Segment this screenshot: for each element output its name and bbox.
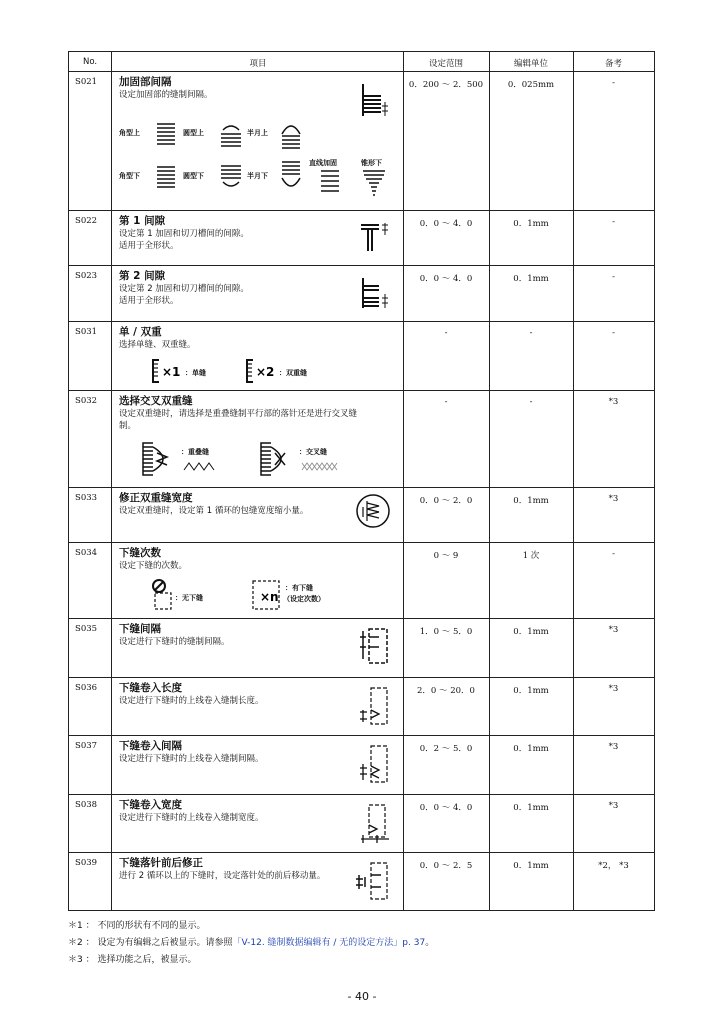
row-title: 选择交叉双重缝: [119, 395, 193, 407]
table-row: [69, 487, 654, 542]
row-desc: 设定第 1 加固和切刀槽间的间隙。: [119, 229, 249, 239]
single-stitch-mark: ×1: [162, 365, 181, 379]
row-no: S034: [75, 548, 98, 558]
page-number: - 40 -: [347, 990, 377, 1003]
row-unit: 0．1mm: [513, 627, 549, 637]
option-sublabel: （设定次数）: [283, 595, 325, 603]
table-row: [69, 210, 654, 265]
option-label: ：交叉缝: [299, 448, 327, 456]
row-desc: 设定下缝的次数。: [119, 561, 188, 571]
row-range: 0．200 ～ 2．500: [408, 80, 484, 90]
row-range: 0．2 ～ 5．0: [419, 744, 473, 754]
row-range: 0．0 ～ 2．5: [419, 861, 473, 871]
row-no: S038: [75, 800, 98, 810]
row-title: 下缝卷入长度: [119, 682, 182, 694]
cross-stitch-icon: [257, 441, 297, 477]
table-row: [69, 677, 654, 735]
row-no: S022: [75, 216, 98, 226]
underlay-count-icon: [251, 579, 285, 611]
row-no: S021: [75, 77, 98, 87]
footnote-text-end: 。: [425, 938, 435, 948]
column-divider: [573, 52, 574, 910]
table-row: [69, 735, 654, 794]
option-label: ：双重缝: [279, 369, 307, 377]
first-gap-icon: [359, 221, 389, 253]
row-desc: 适用于全形状。: [119, 296, 179, 306]
row-note: -: [612, 328, 615, 338]
shape-label: 直线加固: [309, 159, 337, 167]
row-title: 下缝卷入间隔: [119, 740, 182, 752]
settings-table: [68, 51, 655, 911]
row-desc: 设定进行下缝时的上线卷入缝制间隔。: [119, 754, 264, 764]
row-title: 下缝间隔: [119, 623, 161, 635]
row-title: 第 2 间隙: [119, 270, 166, 282]
row-no: S031: [75, 327, 98, 337]
row-desc: 设定进行下缝时的缝制间隔。: [119, 637, 230, 647]
option-label: ：单缝: [185, 369, 206, 377]
row-unit: 0．1mm: [513, 219, 549, 229]
shape-label: 锥形下: [361, 159, 382, 167]
row-unit: 0．1mm: [513, 744, 549, 754]
overlap-stitch-icon: [139, 441, 179, 477]
footnote: [68, 954, 196, 966]
footnote-mark: ＊3: [68, 955, 83, 965]
footnote-text: ： 设定为有编辑之后被显示。请参照: [85, 938, 233, 948]
row-no: S032: [75, 396, 98, 406]
row-desc: 设定双重缝时，设定第 1 循环的包缝宽度缩小量。: [119, 506, 309, 516]
row-range: -: [444, 328, 448, 338]
footnote-mark: ＊2: [68, 938, 83, 948]
row-note: *3: [608, 742, 619, 752]
square-top-shape-icon: [155, 121, 177, 147]
no-underlay-icon: [151, 577, 175, 611]
row-range: 0．0 ～ 4．0: [419, 803, 473, 813]
shape-label: 半月上: [247, 129, 268, 137]
underlay-spacing-icon: [357, 625, 391, 667]
row-no: S037: [75, 741, 98, 751]
row-desc: 制。: [119, 421, 137, 431]
half-moon-bottom-shape-icon: [279, 158, 303, 194]
row-range: 0．0 ～ 2．0: [419, 496, 473, 506]
footnote: [68, 920, 205, 932]
table-row: [69, 852, 654, 910]
row-desc: 适用于全形状。: [119, 241, 179, 251]
row-title: 加固部间隔: [119, 76, 172, 88]
row-no: S039: [75, 858, 98, 868]
footnote-text: ： 选择功能之后，被显示。: [85, 955, 197, 965]
row-unit: -: [529, 328, 533, 338]
header-no: No.: [83, 57, 98, 67]
row-desc: 设定进行下缝时的上线卷入缝制宽度。: [119, 813, 264, 823]
column-divider: [489, 52, 490, 910]
header-range: 设定范围: [428, 59, 463, 69]
row-desc: 设定双重缝时，请选择是重叠缝制平行部的落针还是进行交叉缝: [119, 409, 358, 419]
row-unit: 1 次: [522, 551, 540, 561]
row-no: S036: [75, 683, 98, 693]
row-unit: 0．1mm: [513, 274, 549, 284]
row-desc: 设定进行下缝时的上线卷入缝制长度。: [119, 696, 264, 706]
column-divider: [403, 52, 404, 910]
header-unit: 编辑单位: [513, 59, 548, 69]
underlay-wind-spacing-icon: [359, 742, 393, 786]
row-range: 2．0 ～ 20．0: [417, 686, 475, 696]
row-note: -: [612, 217, 615, 227]
row-range: -: [444, 397, 448, 407]
shape-label: 半月下: [247, 172, 268, 180]
row-note: -: [612, 272, 615, 282]
row-no: S035: [75, 624, 98, 634]
footnote-reference-link[interactable]: 「V-12. 缝制数据编辑有 / 无的设定方法」p. 37: [232, 938, 426, 948]
column-divider: [111, 52, 112, 910]
table-row: [69, 542, 654, 618]
footnote-mark: ＊1: [68, 921, 83, 931]
row-title: 下缝落针前后修正: [119, 857, 203, 869]
double-width-correction-icon: [355, 493, 391, 529]
table-row: [69, 321, 654, 390]
footnote-text: ： 不同的形状有不同的显示。: [85, 921, 206, 931]
row-note: -: [612, 549, 615, 559]
needle-position-correction-icon: [355, 859, 393, 903]
footnote: [68, 937, 434, 949]
overlap-zigzag-icon: [183, 461, 217, 471]
option-label: ：有下缝: [285, 584, 313, 592]
row-note: *3: [608, 625, 619, 635]
underlay-count-mark: ×n: [260, 590, 279, 604]
cross-zigzag-icon: [301, 461, 341, 471]
row-no: S023: [75, 271, 98, 281]
option-label: ：无下缝: [175, 594, 203, 602]
row-note: *3: [608, 494, 619, 504]
row-title: 修正双重缝宽度: [119, 492, 193, 504]
row-title: 下缝卷入宽度: [119, 799, 182, 811]
table-row: [69, 618, 654, 677]
shape-label: 角型下: [119, 172, 140, 180]
row-note: *2， *3: [598, 861, 629, 871]
row-unit: -: [529, 397, 533, 407]
row-range: 1．0 ～ 5．0: [419, 627, 473, 637]
shape-label: 角型上: [119, 129, 140, 137]
row-note: *3: [608, 801, 619, 811]
row-desc: 选择单缝、双重缝。: [119, 340, 196, 350]
row-unit: 0．1mm: [513, 861, 549, 871]
row-note: -: [612, 78, 615, 88]
table-row: [69, 794, 654, 852]
row-unit: 0．1mm: [513, 686, 549, 696]
row-unit: 0．1mm: [513, 496, 549, 506]
shape-label: 圆型下: [183, 172, 204, 180]
row-note: *3: [608, 684, 619, 694]
table-row: [69, 390, 654, 487]
round-top-shape-icon: [219, 120, 243, 148]
row-title: 第 1 间隙: [119, 215, 166, 227]
header-note: 备考: [604, 59, 622, 69]
table-row: [69, 265, 654, 321]
double-stitch-icon: [245, 358, 277, 384]
bartack-spacing-icon: [359, 82, 389, 118]
underlay-wind-width-icon: [357, 801, 393, 845]
taper-bottom-shape-icon: [361, 168, 387, 198]
table-header: [69, 52, 654, 71]
row-title: 下缝次数: [119, 547, 161, 559]
row-unit: 0．025mm: [507, 80, 555, 90]
row-title: 单 / 双重: [119, 326, 162, 338]
square-bottom-shape-icon: [155, 164, 177, 190]
row-desc: 设定加固部的缝制间隔。: [119, 90, 213, 100]
row-range: 0 ～ 9: [433, 551, 459, 561]
table-row: [69, 71, 654, 210]
shape-label: 圆型上: [183, 129, 204, 137]
straight-bartack-shape-icon: [319, 168, 341, 194]
double-stitch-mark: ×2: [256, 365, 275, 379]
single-stitch-icon: [151, 358, 183, 384]
row-note: *3: [608, 397, 619, 407]
row-no: S033: [75, 493, 98, 503]
row-range: 0．0 ～ 4．0: [419, 274, 473, 284]
row-range: 0．0 ～ 4．0: [419, 219, 473, 229]
row-desc: 进行 2 循环以上的下缝时，设定落针处的前后移动量。: [119, 871, 326, 881]
row-unit: 0．1mm: [513, 803, 549, 813]
half-moon-top-shape-icon: [279, 118, 303, 152]
underlay-wind-length-icon: [359, 684, 393, 728]
row-desc: 设定第 2 加固和切刀槽间的间隙。: [119, 284, 249, 294]
header-item: 项目: [249, 59, 267, 69]
option-label: ：重叠缝: [181, 448, 209, 456]
second-gap-icon: [359, 276, 389, 310]
round-bottom-shape-icon: [219, 162, 243, 192]
